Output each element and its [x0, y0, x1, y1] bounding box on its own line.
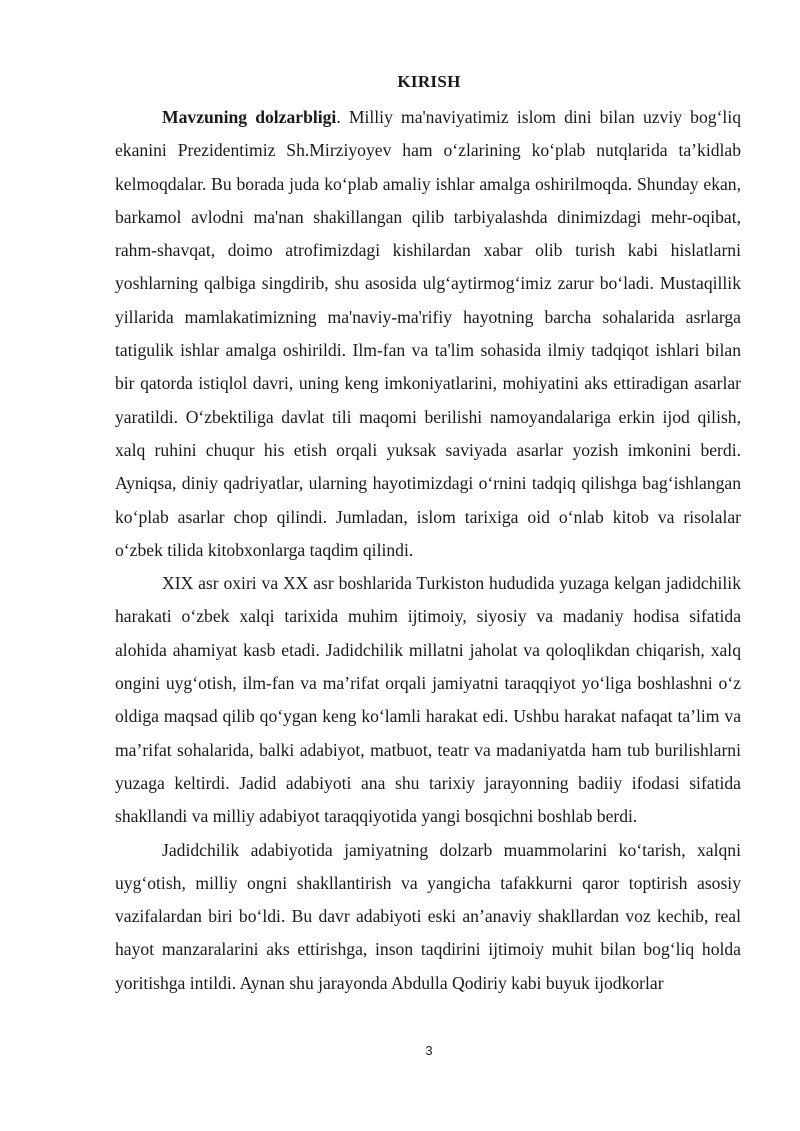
- paragraph-2: XIX asr oxiri va XX asr boshlarida Turkiston hududida yuzaga kelgan jadidchilik harakati o‘zbek xalqi tarixida muhim ijtimoiy, siyosiy va madaniy hodisa sifatida alohida ahamiyat kasb etadi. Jadidchilik millatni jaholat va qoloqlikdan chiqarish, xalq ongini uyg‘otish, ilm-fan va ma’rifat orqali jamiyatni taraqqiyot yo‘liga boshlashni o‘z oldiga maqsad qilib qo‘ygan keng ko‘lamli harakat edi. Ushbu harakat nafaqat ta’lim va ma’rifat sohalarida, balki adabiyot, matbuot, teatr va madaniyatda ham tub burilishlarni yuzaga keltirdi. Jadid adabiyoti ana shu tarixiy jarayonning badiiy ifodasi sifatida shakllandi va milliy adabiyot taraqqiyotida yangi bosqichni boshlab berdi.: [115, 573, 741, 827]
- paragraph-3: Jadidchilik adabiyotida jamiyatning dolzarb muammolarini ko‘tarish, xalqni uyg‘otish, milliy ongni shakllantirish va yangicha tafakkurni qaror toptirish asosiy vazifalardan biri bo‘ldi. Bu davr adabiyoti eski an’anaviy shakllardan voz kechib, real hayot manzaralarini aks ettirishga, inson taqdirini ijtimoiy muhit bilan bog‘liq holda yoritishga intildi. Aynan shu jarayonda Abdulla Qodiriy kabi buyuk ijodkorlar: [115, 839, 741, 993]
- paragraph-1-text: . Milliy ma'naviyatimiz islom dini bilan uzviy bog‘liq ekanini Prezidentimiz Sh.Mirziyoyev ham o‘zlarining ko‘plab nutqlarida ta’kidlab kelmoqdalar. Bu borada juda ko‘plab amaliy ishlar amalga oshirilmoqda. Shunday ekan, barkamol avlodni ma'nan shakillangan qilib tarbiyalashda dinimizdagi mehr-oqibat, rahm-shavqat, doimo atrofimizdagi kishilardan xabar olib turish kabi hislatlarni yoshlarning qalbiga singdirib, shu asosida ulg‘aytirmog‘imiz zarur bo‘ladi. Mustaqillik yillarida mamlakatimizning ma'naviy-ma'rifiy hayotning barcha sohalarida asrlarga tatigulik ishlar amalga oshirildi. Ilm-fan va ta'lim sohasida ilmiy tadqiqot ishlari bilan bir qatorda istiqlol davri, uning keng imkoniyatlarini, mohiyatini aks ettiradigan asarlar yaratildi. O‘zbektiliga davlat tili maqomi berilishi namoyandalariga erkin ijod qilish, xalq ruhini chuqur his etish orqali yuksak saviyada asarlar yozish imkonini berdi. Ayniqsa, diniy qadriyatlar, ularning hayotimizdagi o‘rnini tadqiq qilishga bag‘ishlangan ko‘plab asarlar chop qilindi. Jumladan, islom tarixiga oid o‘nlab kitob va risolalar o‘zbek tilida kitobxonlarga taqdim qilindi.: [115, 107, 742, 560]
- section-heading: KIRISH: [397, 72, 461, 91]
- body-text: [115, 101, 741, 1000]
- page-number: 3: [425, 1043, 433, 1058]
- paragraph-lead: Mavzuning dolzarbligi: [162, 107, 337, 127]
- paragraph-1: [115, 101, 741, 567]
